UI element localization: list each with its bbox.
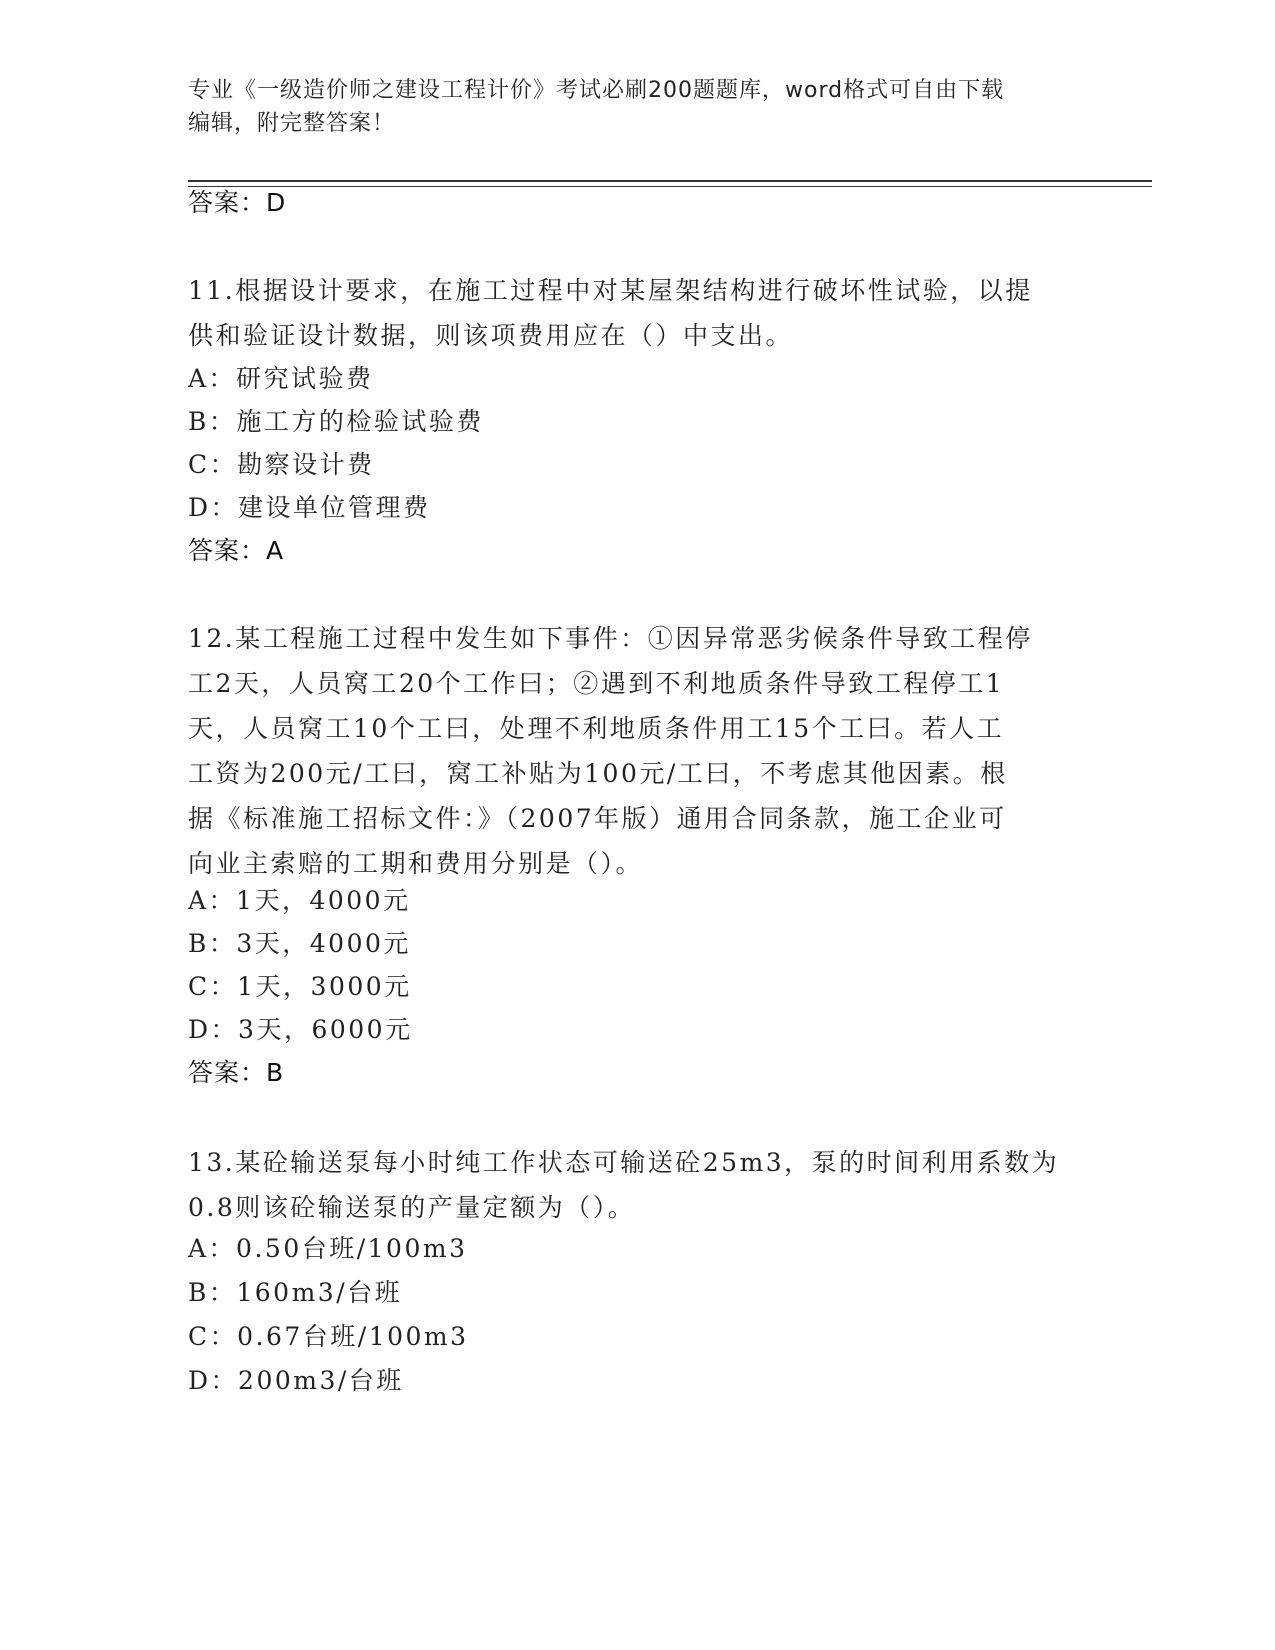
question-11-line-2: 供和验证设计数据，则该项费用应在（）中支出。 [188, 321, 794, 350]
question-13-option-d: D：200m3/台班 [188, 1366, 404, 1395]
header-rule-thin [188, 186, 1152, 187]
question-12-line-2: 工2天，人员窝工20个工作曰；②遇到不利地质条件导致工程停工1 [188, 669, 1005, 698]
header-rule-thick [188, 180, 1152, 182]
question-11-line-1: 11.根据设计要求，在施工过程中对某屋架结构进行破坏性试验，以提 [188, 276, 1033, 305]
question-12-stem [188, 616, 1088, 886]
question-12-answer: 答案：B [188, 1058, 285, 1087]
question-12-line-5: 据《标准施工招标文件：》（2007年版）通用合同条款，施工企业可 [188, 804, 1007, 833]
question-11-option-c: C：勘察设计费 [188, 450, 375, 479]
question-11-option-d: D：建设单位管理费 [188, 493, 431, 522]
page-header [188, 74, 1088, 140]
question-12-option-c: C：1天，3000元 [188, 972, 412, 1001]
question-13-option-a: A：0.50台班/100m3 [188, 1234, 468, 1263]
question-12-option-d: D：3天，6000元 [188, 1015, 413, 1044]
question-11-answer: 答案：A [188, 536, 285, 565]
answer-previous: 答案：D [188, 188, 287, 217]
question-12-line-6: 向业主索赔的工期和费用分别是（）。 [188, 849, 644, 878]
question-11-stem [188, 268, 1088, 358]
question-12-option-b: B：3天，4000元 [188, 929, 411, 958]
question-13-line-2: 0.8则该砼输送泵的产量定额为（）。 [188, 1193, 636, 1222]
question-12-option-a: A：1天，4000元 [188, 886, 411, 915]
question-12-line-4: 工资为200元/工曰，窝工补贴为100元/工曰，不考虑其他因素。根 [188, 759, 1008, 788]
question-12-line-3: 天，人员窝工10个工曰，处理不利地质条件用工15个工曰。若人工 [188, 714, 1005, 743]
question-13-line-1: 13.某砼输送泵每小时纯工作状态可输送砼25m3，泵的时间利用系数为 [188, 1148, 1060, 1177]
question-13-stem [188, 1140, 1088, 1230]
question-12-line-1: 12.某工程施工过程中发生如下事件：①因异常恶劣候条件导致工程停 [188, 624, 1033, 653]
question-11-option-b: B：施工方的检验试验费 [188, 407, 484, 436]
question-13-option-c: C：0.67台班/100m3 [188, 1322, 469, 1351]
question-11-option-a: A：研究试验费 [188, 364, 374, 393]
header-line-1: 专业《一级造价师之建设工程计价》考试必刷200题题库，word格式可自由下载 [188, 78, 1005, 103]
header-line-2: 编辑，附完整答案！ [188, 111, 396, 136]
question-13-option-b: B：160m3/台班 [188, 1278, 403, 1307]
